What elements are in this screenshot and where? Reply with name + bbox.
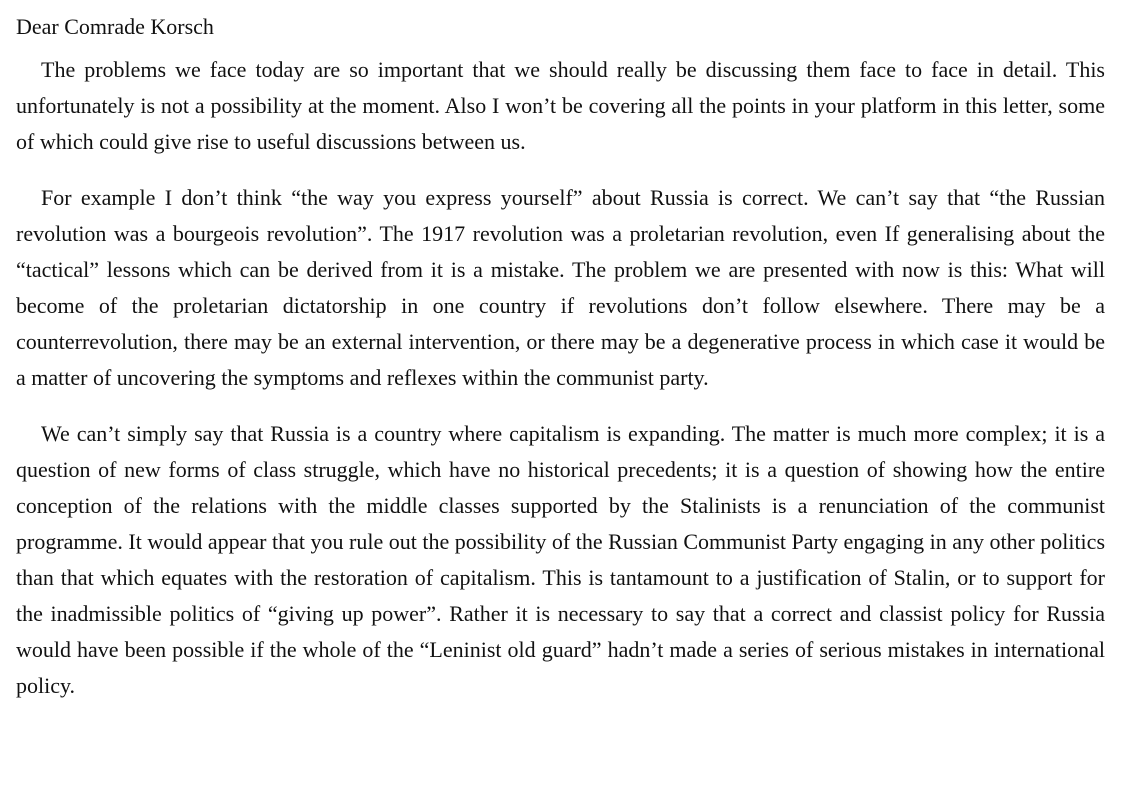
salutation: Dear Comrade Korsch (16, 14, 214, 39)
paragraph-2: For example I don’t think “the way you express yourself” about Russia is correct. We can’t say that “the Russian revolution was a bourgeois revolution”. The 1917 revolution was a proletarian revolution, even If generalising about the “tactical” lessons which can be derived from it is a mistake. The problem we are presented with now is this: What will become of the proletarian dictatorship in one country if revolutions don’t follow elsewhere. There may be a counterrevolution, there may be an external intervention, or there may be a degenerative process in which case it would be a matter of uncovering the symptoms and reflexes within the communist party. (16, 185, 1105, 390)
paragraph-3: We can’t simply say that Russia is a country where capitalism is expanding. The matter is much more complex; it is a question of new forms of class struggle, which have no historical precedents; it is a question of showing how the entire conception of the relations with the middle classes supported by the Stalinists is a renunciation of the communist programme. It would appear that you rule out the possibility of the Russian Communist Party engaging in any other politics than that which equates with the restoration of capitalism. This is tantamount to a justification of Stalin, or to support for the inadmissible politics of “giving up power”. Rather it is necessary to say that a correct and classist policy for Russia would have been possible if the whole of the “Leninist old guard” hadn’t made a series of serious mistakes in international policy. (16, 421, 1105, 698)
paragraph-1: The problems we face today are so important that we should really be discussing them face to face in detail. This unfortunately is not a possibility at the moment. Also I won’t be covering all the points in your platform in this letter, some of which could give rise to useful discussions between us. (16, 57, 1105, 154)
